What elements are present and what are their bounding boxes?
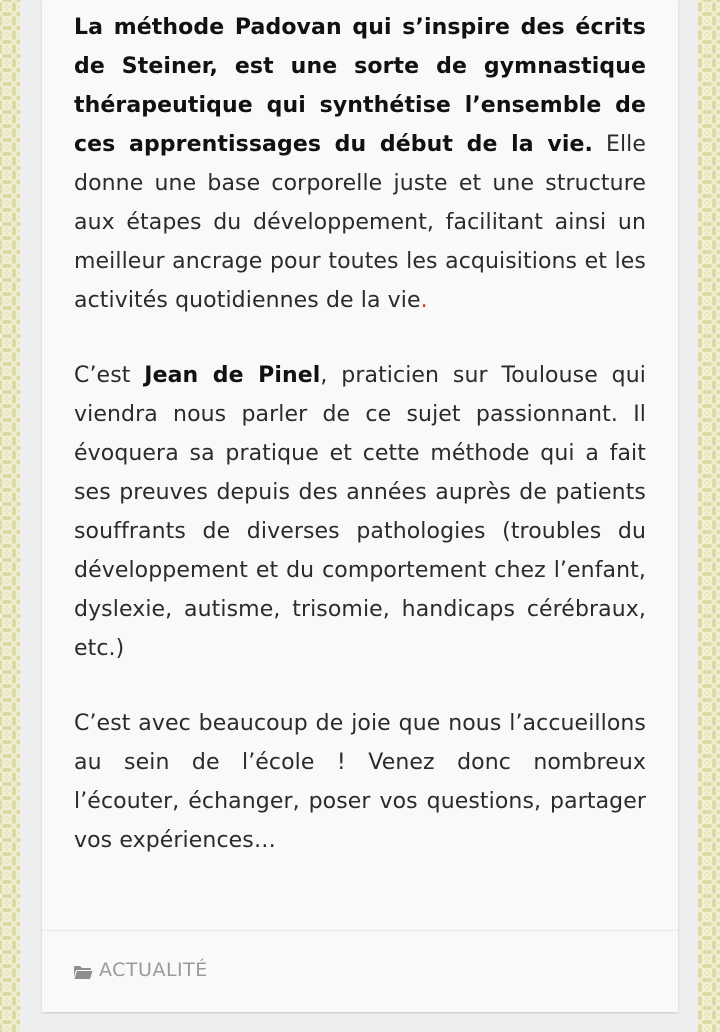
article-card <box>42 0 678 1012</box>
entry-footer <box>42 930 678 1013</box>
category-link[interactable] <box>73 959 208 981</box>
article-body <box>74 8 646 896</box>
paragraph-text: Elle donne une base corporelle juste et une structure aux étapes du développement, facilitant ainsi un meilleur ancrage pour toutes les acquisitions et les activités quotidiennes de la vie <box>74 132 647 313</box>
paragraph-padovan <box>74 8 646 320</box>
folder-icon <box>73 963 93 978</box>
speaker-name: Jean de Pinel <box>144 363 321 388</box>
bold-intro: La méthode Padovan qui s’inspire des écrits de Steiner, est une sorte de gymnastique thérapeutique qui synthétise l’ensemble de ces apprentissages du début de la vie. <box>74 15 646 157</box>
paragraph-text: , praticien sur Toulouse qui viendra nous parler de ce sujet passionnant. Il évoquera sa pratique et cette méthode qui a fait ses preuves depuis des années auprès de patients souffrants de diverses pathologies (troubles du développement et du comportement chez l’enfant, dyslexie, autisme, trisomie, handicaps cérébraux, etc.) <box>74 363 646 661</box>
category-label: ACTUALITÉ <box>99 959 208 981</box>
accent-period: . <box>420 288 428 313</box>
paragraph-invitation: C’est avec beaucoup de joie que nous l’accueillons au sein de l’école ! Venez donc nombreux l’écouter, échanger, poser vos questions, partager vos expériences… <box>74 711 646 853</box>
paragraph-speaker <box>74 356 646 668</box>
paragraph-text: C’est <box>74 363 145 388</box>
